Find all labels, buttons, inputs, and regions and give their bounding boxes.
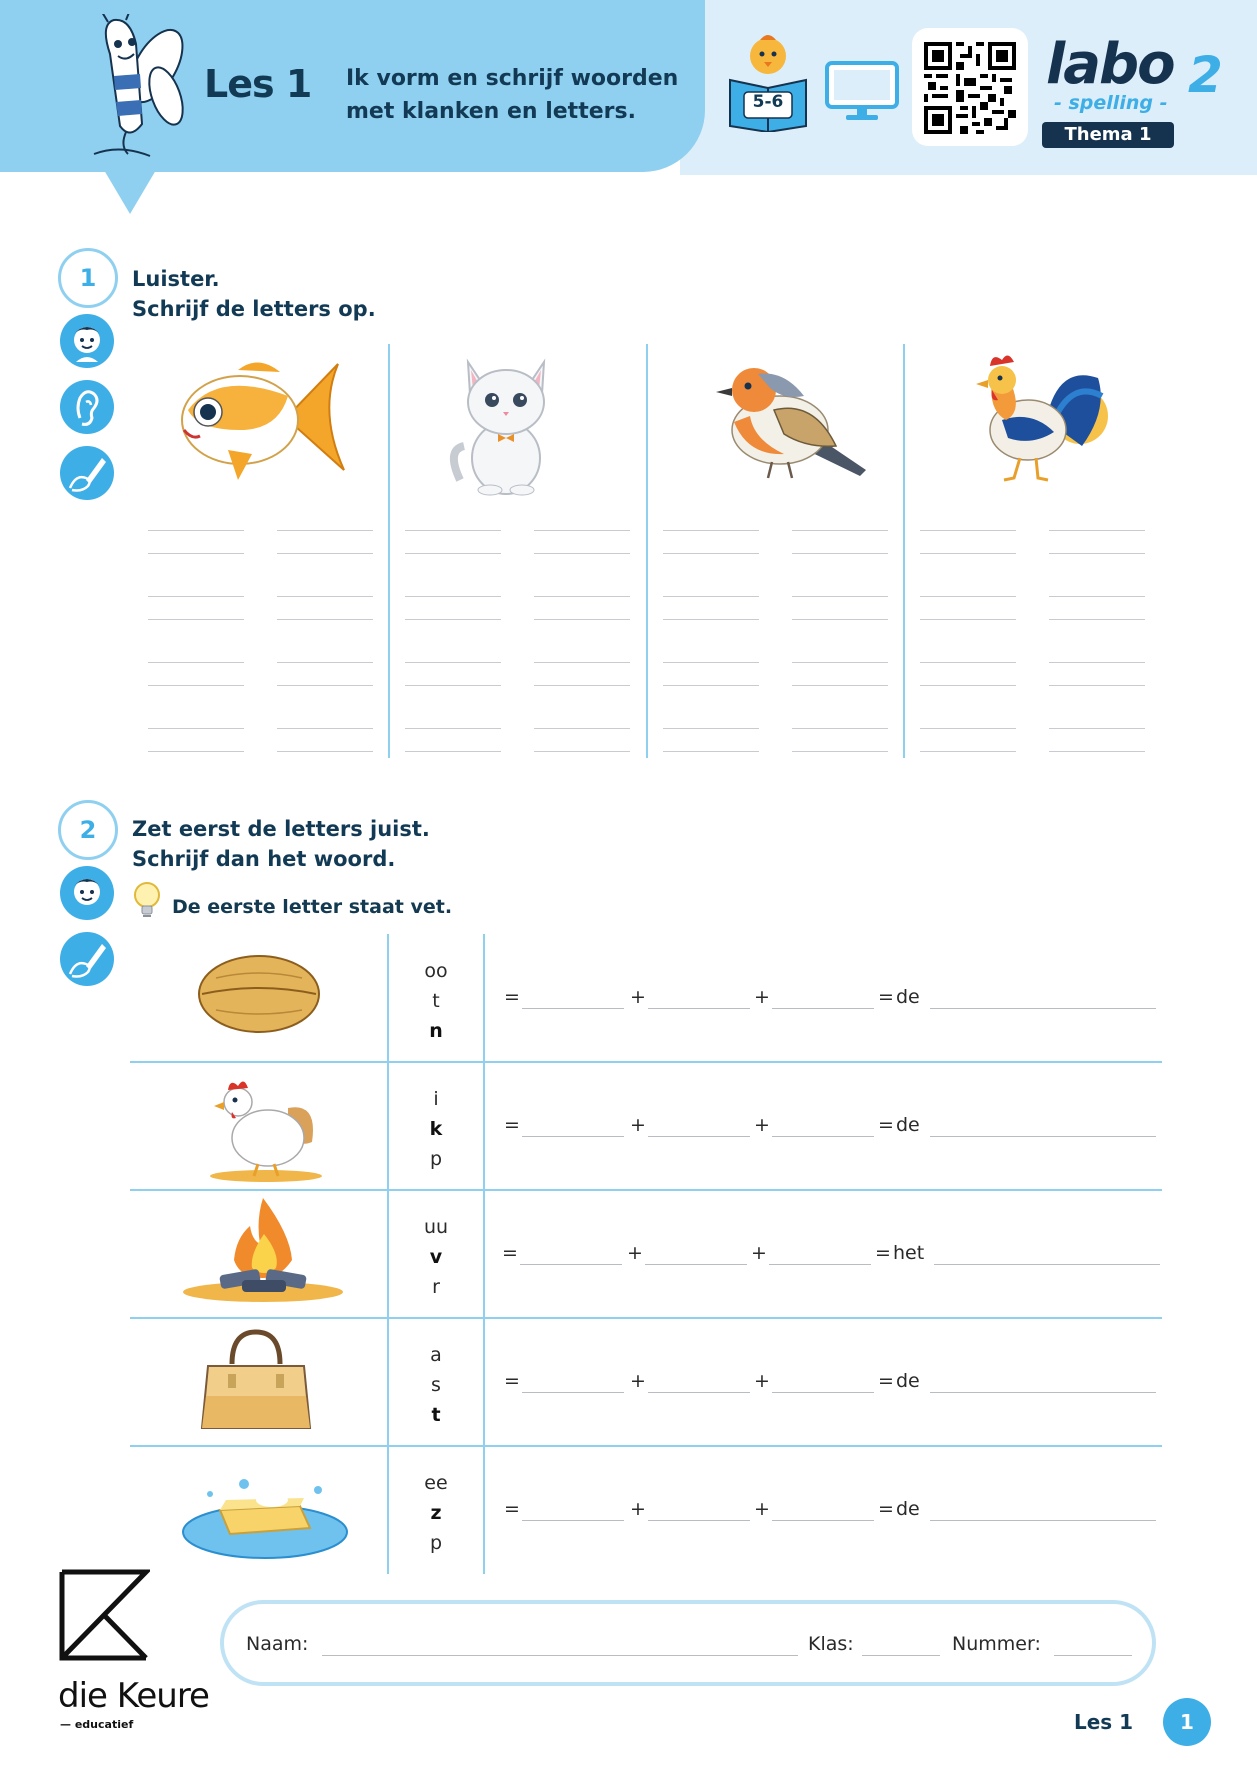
letter: uu <box>423 1216 449 1238</box>
eq-sign: = <box>878 1498 894 1520</box>
writing-line[interactable] <box>1049 596 1145 597</box>
answer-blank[interactable] <box>772 1520 874 1521</box>
letter: s <box>431 1374 441 1396</box>
writing-line[interactable] <box>663 685 759 686</box>
writing-line[interactable] <box>1049 662 1145 663</box>
subtitle-line-1: Ik vorm en schrijf woorden <box>346 66 679 91</box>
word-blank[interactable] <box>930 1008 1156 1009</box>
answer-blank[interactable] <box>648 1392 750 1393</box>
writing-line[interactable] <box>534 619 630 620</box>
rooster-picture <box>962 350 1112 490</box>
writing-line[interactable] <box>663 596 759 597</box>
age-badge: 5-6 <box>752 92 784 112</box>
writing-line[interactable] <box>920 553 1016 554</box>
child-icon <box>58 312 116 370</box>
article: de <box>896 1370 920 1392</box>
letter-group <box>406 956 466 1046</box>
soap-picture <box>180 1470 350 1562</box>
writing-line[interactable] <box>277 619 373 620</box>
letter-group <box>406 1084 466 1174</box>
plus-sign: + <box>754 1370 770 1392</box>
answer-blank[interactable] <box>520 1264 622 1265</box>
letter-group <box>406 1340 466 1430</box>
writing-line[interactable] <box>920 619 1016 620</box>
answer-blank[interactable] <box>645 1264 747 1265</box>
writing-line[interactable] <box>405 596 501 597</box>
article: de <box>896 1114 920 1136</box>
number-label: Nummer: <box>952 1633 1041 1655</box>
exercise-2-number: 2 <box>58 800 118 860</box>
writing-line[interactable] <box>663 530 759 531</box>
exercise-2-instruction <box>132 814 430 874</box>
instruction-line-2: Schrijf dan het woord. <box>132 847 396 871</box>
answer-blank[interactable] <box>522 1520 624 1521</box>
first-letter: t <box>431 1404 441 1426</box>
answer-blank[interactable] <box>648 1520 750 1521</box>
table-row-separator <box>130 1317 1162 1319</box>
plus-sign: + <box>630 1114 646 1136</box>
eq-sign: = <box>878 1114 894 1136</box>
answer-blank[interactable] <box>648 1136 750 1137</box>
column-separator <box>903 344 905 758</box>
subtitle-line-2: met klanken en letters. <box>346 99 636 124</box>
brand-logo: labo <box>1046 32 1174 97</box>
writing-line[interactable] <box>277 728 373 729</box>
writing-line[interactable] <box>148 751 244 752</box>
writing-line[interactable] <box>148 619 244 620</box>
lesson-subtitle <box>346 62 678 128</box>
writing-line[interactable] <box>1049 728 1145 729</box>
column-separator <box>388 344 390 758</box>
writing-line[interactable] <box>534 751 630 752</box>
writing-line[interactable] <box>663 619 759 620</box>
first-letter: v <box>429 1246 443 1268</box>
writing-line[interactable] <box>534 553 630 554</box>
answer-blank[interactable] <box>522 1136 624 1137</box>
pencil-hand-icon <box>58 444 116 502</box>
writing-line[interactable] <box>405 751 501 752</box>
number-field[interactable] <box>1054 1655 1132 1656</box>
writing-line[interactable] <box>534 662 630 663</box>
publisher-subtitle: — educatief <box>60 1718 134 1731</box>
letter-group <box>406 1212 466 1302</box>
letter: p <box>429 1532 443 1554</box>
writing-line[interactable] <box>792 530 888 531</box>
eq-sign: = <box>875 1242 891 1264</box>
writing-line[interactable] <box>920 530 1016 531</box>
reading-book-icon <box>726 28 810 132</box>
plus-sign: + <box>630 986 646 1008</box>
column-separator <box>646 344 648 758</box>
answer-blank[interactable] <box>769 1264 871 1265</box>
writing-line[interactable] <box>148 530 244 531</box>
tip-text: De eerste letter staat vet. <box>172 896 453 918</box>
lesson-title: Les 1 <box>204 62 312 106</box>
brand-number: 2 <box>1188 46 1223 104</box>
eq-sign: = <box>504 1370 520 1392</box>
plus-sign: + <box>627 1242 643 1264</box>
instruction-line-2: Schrijf de letters op. <box>132 297 376 321</box>
writing-line[interactable] <box>277 751 373 752</box>
answer-blank[interactable] <box>772 1136 874 1137</box>
monitor-icon[interactable] <box>824 60 900 122</box>
name-label: Naam: <box>246 1633 309 1655</box>
writing-line[interactable] <box>277 685 373 686</box>
writing-line[interactable] <box>663 662 759 663</box>
brand-subtitle: - spelling - <box>1054 92 1168 114</box>
page-number: 1 <box>1163 1698 1211 1746</box>
theme-badge: Thema 1 <box>1042 122 1174 148</box>
article: de <box>896 986 920 1008</box>
name-field[interactable] <box>322 1655 798 1656</box>
footer-lesson: Les 1 <box>1074 1710 1134 1734</box>
writing-line[interactable] <box>405 553 501 554</box>
eq-sign: = <box>504 1498 520 1520</box>
bag-picture <box>198 1326 314 1434</box>
writing-line[interactable] <box>405 728 501 729</box>
writing-line[interactable] <box>277 553 373 554</box>
die-keure-logo-icon <box>58 1568 150 1662</box>
writing-line[interactable] <box>277 662 373 663</box>
letter: i <box>433 1088 439 1110</box>
plus-sign: + <box>754 1114 770 1136</box>
class-field[interactable] <box>862 1655 940 1656</box>
writing-line[interactable] <box>920 685 1016 686</box>
writing-line[interactable] <box>405 530 501 531</box>
eq-sign: = <box>502 1242 518 1264</box>
writing-line[interactable] <box>148 662 244 663</box>
pencil-hand-icon <box>58 930 116 988</box>
writing-line[interactable] <box>920 728 1016 729</box>
writing-line[interactable] <box>792 728 888 729</box>
first-letter: z <box>430 1502 442 1524</box>
letter: r <box>432 1276 440 1298</box>
letter: t <box>432 990 440 1012</box>
ear-icon <box>58 378 116 436</box>
writing-line[interactable] <box>663 751 759 752</box>
writing-line[interactable] <box>405 619 501 620</box>
writing-line[interactable] <box>792 685 888 686</box>
writing-line[interactable] <box>1049 553 1145 554</box>
writing-line[interactable] <box>277 596 373 597</box>
first-letter: n <box>429 1020 443 1042</box>
chicken-picture <box>208 1072 326 1184</box>
writing-line[interactable] <box>663 728 759 729</box>
publisher-name: die Keure <box>58 1676 209 1716</box>
word-blank[interactable] <box>930 1136 1156 1137</box>
writing-line[interactable] <box>534 728 630 729</box>
writing-line[interactable] <box>277 530 373 531</box>
answer-blank[interactable] <box>522 1392 624 1393</box>
qr-code-icon[interactable] <box>924 42 1016 134</box>
cat-picture <box>440 350 570 496</box>
table-row-separator <box>130 1445 1162 1447</box>
plus-sign: + <box>630 1498 646 1520</box>
writing-line[interactable] <box>920 662 1016 663</box>
fire-picture <box>180 1194 346 1304</box>
header-tail <box>104 170 156 214</box>
eq-sign: = <box>878 1370 894 1392</box>
letter-group <box>406 1468 466 1558</box>
word-blank[interactable] <box>934 1264 1160 1265</box>
bee-mascot-icon <box>80 14 190 169</box>
writing-line[interactable] <box>792 619 888 620</box>
exercise-1-instruction <box>132 264 376 324</box>
letter: p <box>429 1148 443 1170</box>
plus-sign: + <box>754 1498 770 1520</box>
answer-blank[interactable] <box>648 1008 750 1009</box>
writing-line[interactable] <box>534 530 630 531</box>
writing-line[interactable] <box>920 751 1016 752</box>
fish-picture <box>168 350 348 490</box>
plus-sign: + <box>630 1370 646 1392</box>
bird-picture <box>714 360 870 484</box>
eq-sign: = <box>504 1114 520 1136</box>
table-row-separator <box>130 1189 1162 1191</box>
nut-picture <box>196 952 322 1036</box>
writing-line[interactable] <box>792 662 888 663</box>
publisher-sub-label: educatief <box>74 1718 134 1731</box>
plus-sign: + <box>754 986 770 1008</box>
table-column-separator <box>387 934 389 1574</box>
writing-line[interactable] <box>1049 530 1145 531</box>
answer-blank[interactable] <box>772 1392 874 1393</box>
writing-line[interactable] <box>663 553 759 554</box>
writing-line[interactable] <box>534 685 630 686</box>
writing-line[interactable] <box>1049 619 1145 620</box>
letter: oo <box>424 960 448 982</box>
lightbulb-icon <box>132 880 162 920</box>
article: de <box>896 1498 920 1520</box>
answer-blank[interactable] <box>522 1008 624 1009</box>
word-blank[interactable] <box>930 1520 1156 1521</box>
letter: a <box>430 1344 442 1366</box>
instruction-line-1: Luister. <box>132 267 220 291</box>
instruction-line-1: Zet eerst de letters juist. <box>132 817 430 841</box>
class-label: Klas: <box>808 1633 854 1655</box>
first-letter: k <box>429 1118 443 1140</box>
writing-line[interactable] <box>792 751 888 752</box>
writing-line[interactable] <box>1049 685 1145 686</box>
eq-sign: = <box>878 986 894 1008</box>
writing-line[interactable] <box>148 685 244 686</box>
writing-line[interactable] <box>148 553 244 554</box>
writing-line[interactable] <box>534 596 630 597</box>
plus-sign: + <box>751 1242 767 1264</box>
writing-line[interactable] <box>148 728 244 729</box>
child-icon <box>58 864 116 922</box>
word-blank[interactable] <box>930 1392 1156 1393</box>
writing-line[interactable] <box>1049 751 1145 752</box>
writing-line[interactable] <box>405 685 501 686</box>
writing-line[interactable] <box>920 596 1016 597</box>
writing-line[interactable] <box>148 596 244 597</box>
article: het <box>893 1242 925 1264</box>
writing-line[interactable] <box>792 596 888 597</box>
letter: ee <box>424 1472 448 1494</box>
writing-line[interactable] <box>792 553 888 554</box>
table-row-separator <box>130 1061 1162 1063</box>
writing-line[interactable] <box>405 662 501 663</box>
answer-blank[interactable] <box>772 1008 874 1009</box>
table-column-separator <box>483 934 485 1574</box>
exercise-1-number: 1 <box>58 248 118 308</box>
eq-sign: = <box>504 986 520 1008</box>
